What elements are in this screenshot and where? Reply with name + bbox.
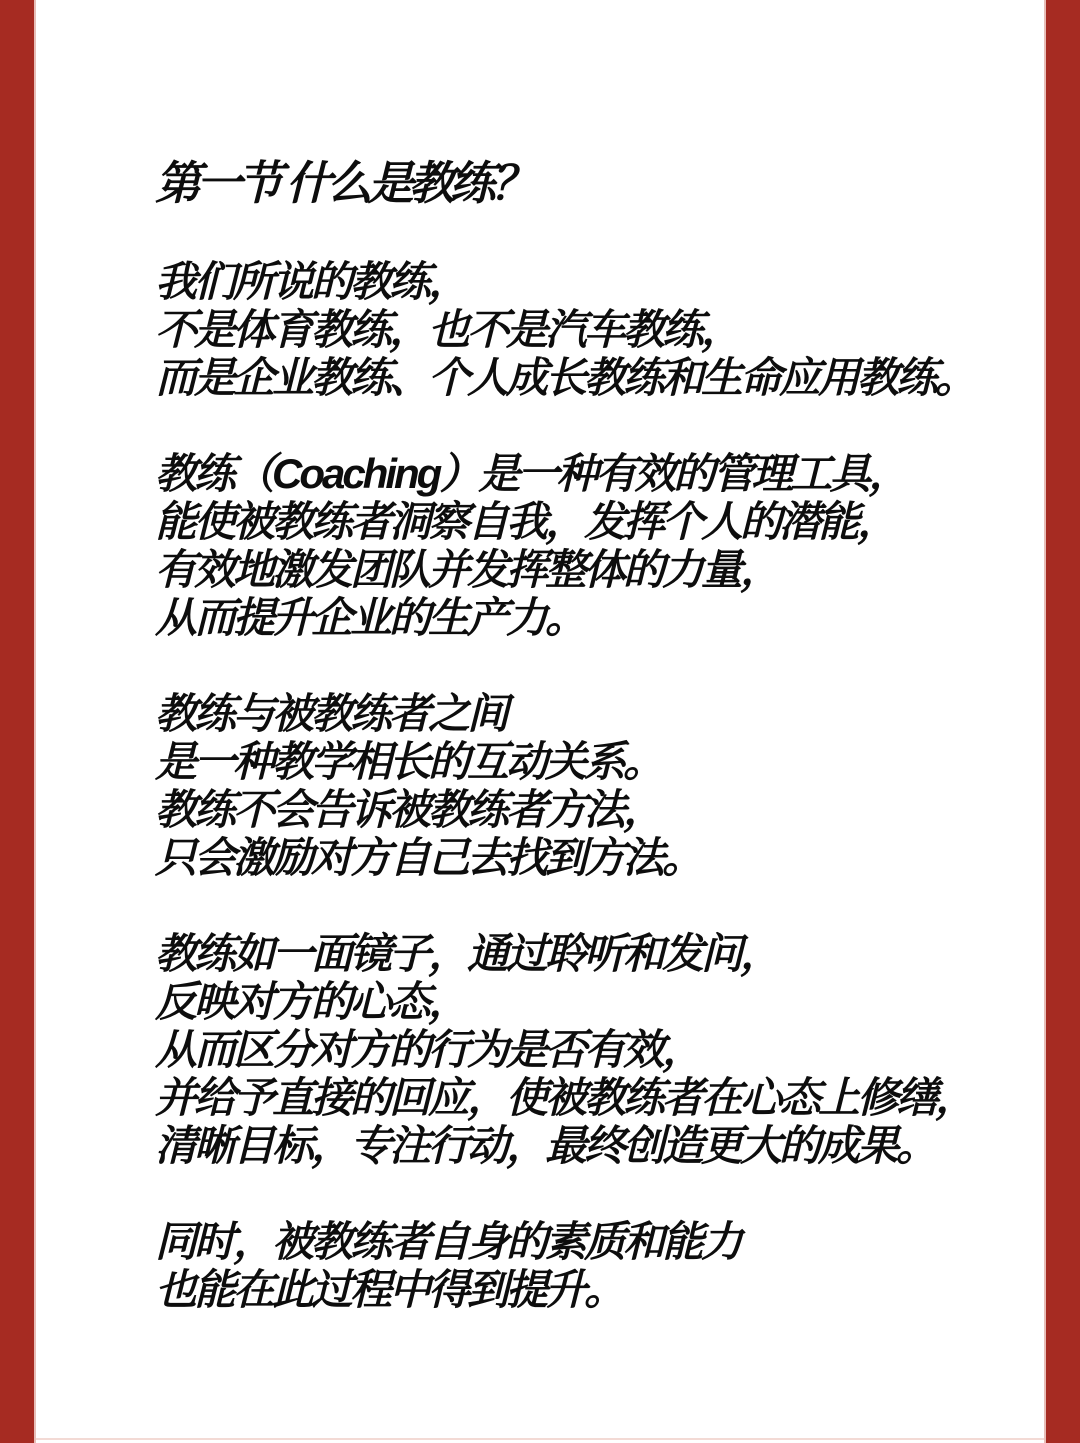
text-line: 清晰目标，专注行动，最终创造更大的成果。	[155, 1122, 936, 1169]
text-line: 从而区分对方的行为是否有效，	[155, 1026, 702, 1073]
page-content	[155, 158, 1035, 1314]
paragraph	[155, 450, 1035, 642]
right-border-bar	[1044, 0, 1080, 1443]
left-border-bar	[0, 0, 36, 1443]
text-line: 教练（Coaching）是一种有效的管理工具，	[155, 450, 908, 497]
text-line: 同时，被教练者自身的素质和能力	[155, 1218, 741, 1265]
text-line: 也能在此过程中得到提升。	[155, 1266, 624, 1313]
text-line: 我们所说的教练，	[155, 258, 468, 305]
text-line: 不是体育教练，也不是汽车教练，	[155, 306, 741, 353]
paragraph	[155, 690, 1035, 882]
text-line: 只会激励对方自己去找到方法。	[155, 834, 702, 881]
paragraph	[155, 1218, 1035, 1314]
text-line: 从而提升企业的生产力。	[155, 594, 585, 641]
paragraphs-container	[155, 258, 1035, 1314]
text-line: 教练与被教练者之间	[155, 690, 507, 737]
text-line: 并给予直接的回应，使被教练者在心态上修缮，	[155, 1074, 975, 1121]
text-line: 是一种教学相长的互动关系。	[155, 738, 663, 785]
text-line: 有效地激发团队并发挥整体的力量，	[155, 546, 780, 593]
paragraph	[155, 930, 1035, 1170]
text-line: 教练不会告诉被教练者方法，	[155, 786, 663, 833]
text-line: 反映对方的心态，	[155, 978, 468, 1025]
section-title: 第一节 什么是教练？	[155, 157, 532, 209]
text-line: 能使被教练者洞察自我，发挥个人的潜能，	[155, 498, 897, 545]
paragraph	[155, 258, 1035, 402]
bottom-divider-line	[36, 1438, 1044, 1440]
text-line: 教练如一面镜子，通过聆听和发问，	[155, 930, 780, 977]
text-line: 而是企业教练、个人成长教练和生命应用教练。	[155, 354, 975, 401]
